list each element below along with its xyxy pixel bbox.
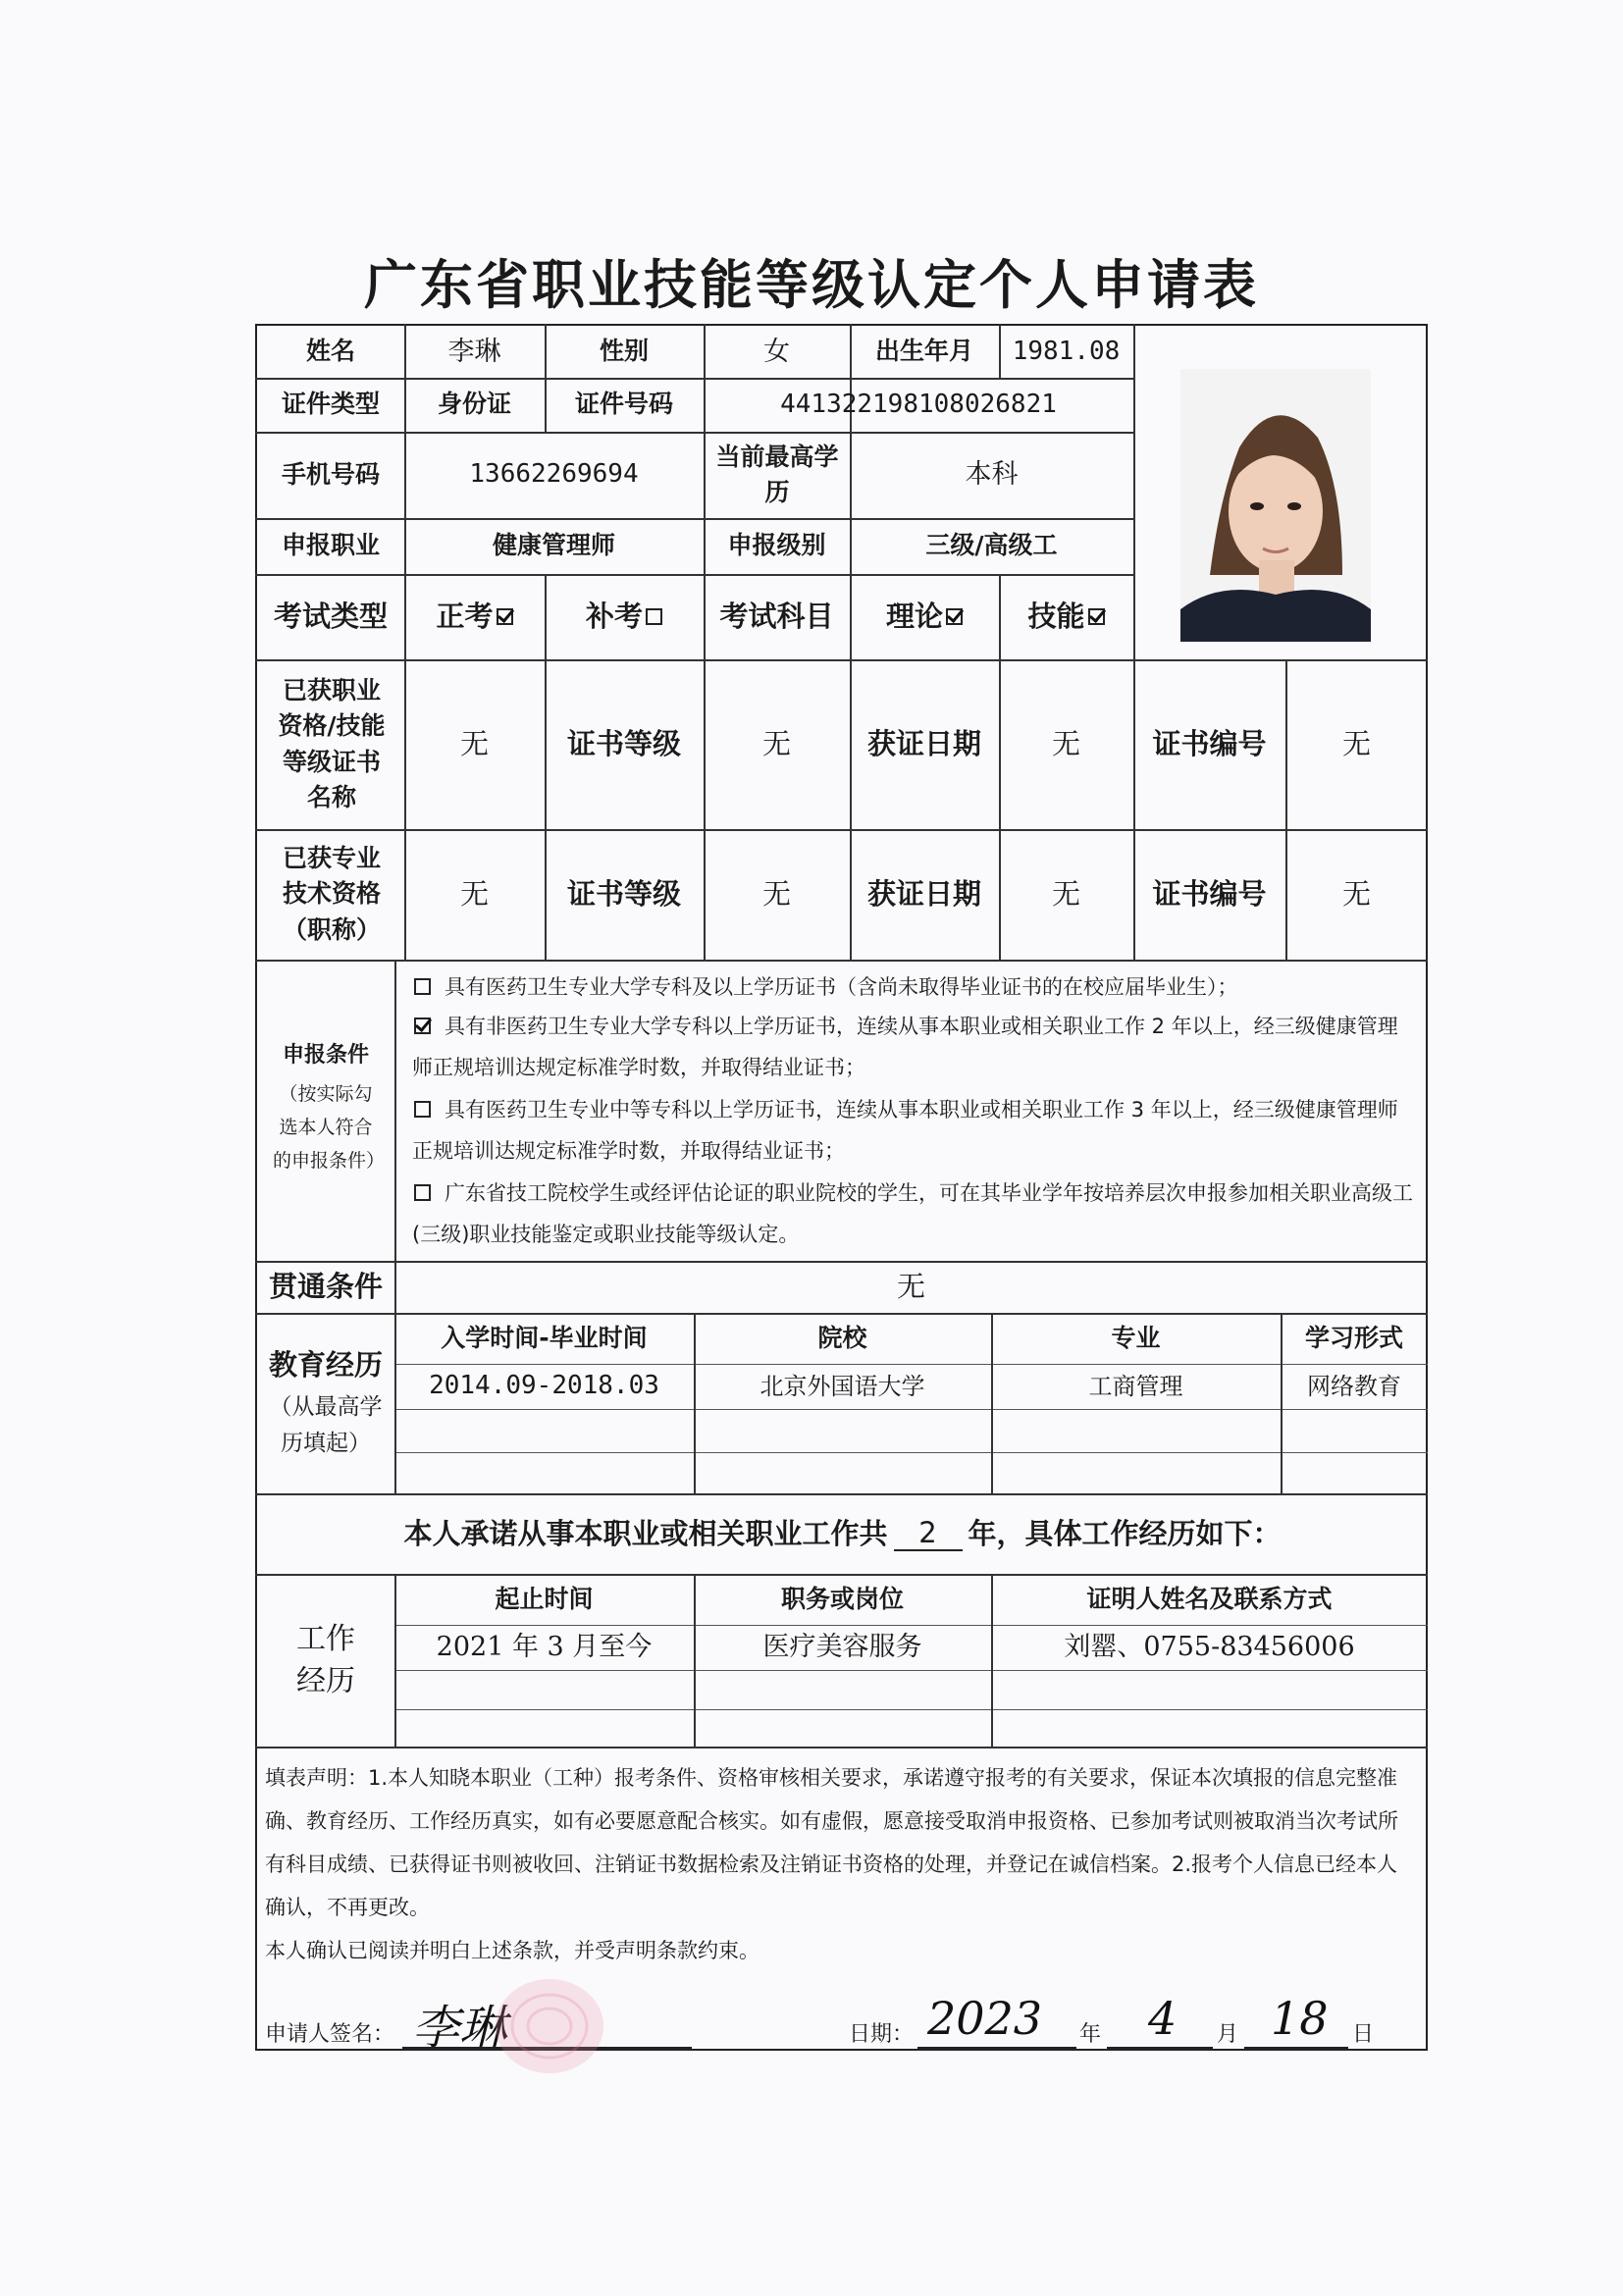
edu-header-mode: 学习形式 xyxy=(1304,1323,1403,1352)
date-year-unit: 年 xyxy=(1079,2022,1102,2047)
work-header-period: 起止时间 xyxy=(495,1584,594,1613)
idno-label: 证件号码 xyxy=(574,390,673,419)
applicant-photo xyxy=(1180,369,1371,642)
divider xyxy=(255,960,1428,962)
work-row-1-position: 医疗美容服务 xyxy=(762,1632,922,1663)
condition-4-checkbox[interactable] xyxy=(414,1184,431,1201)
birth-value: 1981.08 xyxy=(1012,336,1121,366)
date-label: 日期： xyxy=(849,2022,915,2047)
edu-row-1-mode: 网络教育 xyxy=(1307,1372,1401,1400)
education-label-block xyxy=(257,1313,394,1493)
date-day: 18 xyxy=(1271,1992,1329,2045)
work-header-reference: 证明人姓名及联系方式 xyxy=(1086,1584,1333,1613)
education-level-label: 当前最高学历 xyxy=(715,442,839,506)
condition-4-text: 广东省技工院校学生或经评估论证的职业院校的学生，可在其毕业学年按培养层次申报参加相关职业高级工(三级)职业技能鉴定或职业技能等级认定。 xyxy=(412,1181,1413,1246)
work-label: 工作经历 xyxy=(296,1621,355,1698)
name-label: 姓名 xyxy=(305,337,355,366)
exam-normal-option[interactable] xyxy=(404,574,545,659)
job-label: 申报职业 xyxy=(281,531,380,560)
date-month-unit: 月 xyxy=(1217,2022,1239,2047)
qual1-no-label: 证书编号 xyxy=(1152,727,1267,761)
qual2-label: 已获专业技术资格（职称） xyxy=(282,844,381,944)
condition-2-text: 具有非医药卫生专业大学专科以上学历证书，连续从事本职业或相关职业工作 2 年以上，经三级健康管理师正规培训达规定标准学时数，并取得结业证书； xyxy=(412,1015,1398,1079)
condition-2-checkbox[interactable] xyxy=(414,1018,431,1034)
level-value: 三级/高级工 xyxy=(925,531,1058,560)
edu-header-school: 院校 xyxy=(817,1323,867,1352)
education-label: 教育经历 xyxy=(268,1348,383,1383)
condition-item-3[interactable] xyxy=(412,1089,1413,1172)
exam-theory-checkbox[interactable] xyxy=(946,608,963,625)
qual2-date-label: 获证日期 xyxy=(866,877,981,912)
declaration-confirm: 本人确认已阅读并明白上述条款，并受声明条款约束。 xyxy=(265,1939,759,1962)
qual2-no-label: 证书编号 xyxy=(1152,877,1267,912)
through-value: 无 xyxy=(896,1270,925,1304)
idno-value: 441322198108026821 xyxy=(780,389,1057,419)
page-title: 广东省职业技能等级认定个人申请表 xyxy=(364,254,1259,316)
exam-subject-label: 考试科目 xyxy=(719,600,834,634)
exam-theory-option[interactable] xyxy=(850,574,999,659)
conditions-note: （按实际勾选本人符合的申报条件） xyxy=(273,1082,386,1173)
qual1-date-label: 获证日期 xyxy=(866,727,981,761)
phone-value: 13662269694 xyxy=(469,459,639,490)
promise-prefix: 本人承诺从事本职业或相关职业工作共 xyxy=(403,1516,888,1550)
exam-makeup-label: 补考 xyxy=(585,600,643,634)
fingerprint-stamp xyxy=(486,1972,613,2080)
qual1-no: 无 xyxy=(1341,727,1371,761)
divider xyxy=(255,1747,1428,1748)
education-note: （从最高学历填起） xyxy=(269,1394,383,1457)
qual1-name: 无 xyxy=(459,727,489,761)
condition-3-checkbox[interactable] xyxy=(414,1101,431,1118)
divider xyxy=(394,960,396,1493)
edu-row-1-major: 工商管理 xyxy=(1088,1372,1183,1400)
signature-label: 申请人签名： xyxy=(265,2022,395,2047)
exam-type-label: 考试类型 xyxy=(273,600,388,634)
date-day-unit: 日 xyxy=(1352,2022,1375,2047)
work-row-1-reference: 刘罂、0755-83456006 xyxy=(1064,1632,1355,1663)
declaration-text: 填表声明：1.本人知晓本职业（工种）报考条件、资格审核相关要求，承诺遵守报考的有关要求，保证本次填报的信息完整准确、教育经历、工作经历真实，如有必要愿意配合核实。如有虚假，愿意接受取消申报资格、已参加考试则被取消当次考试所有科目成绩、已获得证书则被收回、注销证书数据检索及注销证书资格的处理，并登记在诚信档案。2.报考个人信息已经本人确认，不再更改。 xyxy=(265,1766,1398,1919)
promise-suffix: 年，具体工作经历如下： xyxy=(968,1516,1282,1550)
declaration xyxy=(265,1756,1413,1972)
date-year-line xyxy=(917,2047,1076,2049)
date-year: 2023 xyxy=(927,1992,1043,2045)
through-label: 贯通条件 xyxy=(268,1270,383,1304)
exam-theory-label: 理论 xyxy=(885,600,943,634)
condition-item-1[interactable] xyxy=(412,966,1413,1008)
exam-makeup-checkbox[interactable] xyxy=(646,608,662,625)
edu-header-period: 入学时间-毕业时间 xyxy=(441,1323,648,1352)
work-header-position: 职务或岗位 xyxy=(780,1584,904,1613)
birth-label: 出生年月 xyxy=(874,337,973,366)
exam-skill-label: 技能 xyxy=(1027,600,1085,634)
exam-makeup-option[interactable] xyxy=(545,574,704,659)
education-level-value: 本科 xyxy=(965,459,1019,491)
date-month-line xyxy=(1107,2047,1213,2049)
conditions-label: 申报条件 xyxy=(282,1042,369,1068)
exam-normal-label: 正考 xyxy=(436,600,494,634)
idtype-label: 证件类型 xyxy=(281,390,380,419)
gender-value: 女 xyxy=(763,336,790,367)
qual2-date: 无 xyxy=(1051,877,1080,912)
divider xyxy=(394,1670,1428,1671)
condition-1-text: 具有医药卫生专业大学专科及以上学历证书（含尚未取得毕业证书的在校应届毕业生）； xyxy=(445,975,1238,999)
work-promise xyxy=(257,1493,1428,1574)
exam-skill-checkbox[interactable] xyxy=(1088,608,1105,625)
phone-label: 手机号码 xyxy=(281,459,380,489)
condition-item-2[interactable] xyxy=(412,1006,1413,1088)
work-row-1-period: 2021 年 3 月至今 xyxy=(436,1632,653,1663)
edu-header-major: 专业 xyxy=(1111,1323,1161,1352)
edu-row-1-school: 北京外国语大学 xyxy=(759,1372,925,1400)
date-month: 4 xyxy=(1148,1992,1178,2045)
promise-years: 2 xyxy=(894,1516,963,1552)
qual2-level: 无 xyxy=(761,877,791,912)
divider xyxy=(394,1452,1428,1453)
qual2-name: 无 xyxy=(459,877,489,912)
exam-skill-option[interactable] xyxy=(999,574,1133,659)
name-value: 李琳 xyxy=(447,336,501,367)
level-label: 申报级别 xyxy=(727,531,826,560)
conditions-label-block xyxy=(257,1011,394,1207)
divider xyxy=(394,1409,1428,1410)
qual1-date: 无 xyxy=(1051,727,1080,761)
date-day-line xyxy=(1244,2047,1348,2049)
qual1-level: 无 xyxy=(761,727,791,761)
qual1-level-label: 证书等级 xyxy=(566,727,681,761)
condition-3-text: 具有医药卫生专业中等专科以上学历证书，连续从事本职业或相关职业工作 3 年以上，经三级健康管理师正规培训达规定标准学时数，并取得结业证书； xyxy=(412,1098,1398,1163)
exam-normal-checkbox[interactable] xyxy=(497,608,513,625)
gender-label: 性别 xyxy=(599,337,649,366)
condition-item-4[interactable] xyxy=(412,1173,1413,1255)
condition-1-checkbox[interactable] xyxy=(414,978,431,995)
edu-row-1-period: 2014.09-2018.03 xyxy=(429,1371,659,1401)
divider xyxy=(394,1709,1428,1710)
qual1-label: 已获职业资格/技能等级证书名称 xyxy=(278,676,386,811)
qual2-level-label: 证书等级 xyxy=(566,877,681,912)
idtype-value: 身份证 xyxy=(437,390,511,419)
qual2-no: 无 xyxy=(1341,877,1371,912)
job-value: 健康管理师 xyxy=(492,531,615,560)
signature-name: 李琳 xyxy=(412,2001,507,2056)
divider xyxy=(1133,324,1135,659)
